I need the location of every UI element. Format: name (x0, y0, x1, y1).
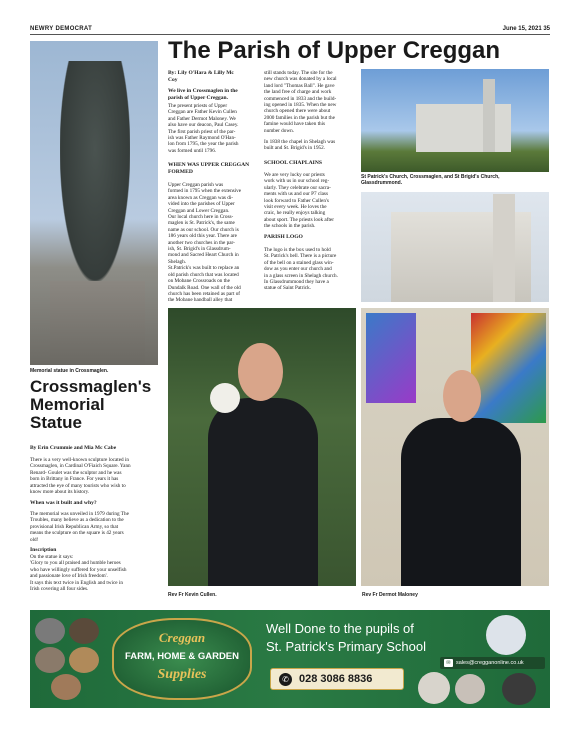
left-para-built: The memorial was unveiled in 1979 during The Troubles, many believe as a dedication to the provisional Irish Republican Army, so that means the sculpture on the square is 42 years old! (30, 511, 129, 543)
church-spire (483, 79, 495, 152)
left-headline-line: Crossmaglen's (30, 377, 152, 396)
advert-thumbnail (51, 674, 81, 700)
statue-caption: Memorial statue in Crossmaglen. (30, 368, 109, 374)
email-icon: ✉ (444, 659, 453, 667)
email-address: sales@cregganonline.co.uk (456, 660, 524, 666)
statue-figure (60, 61, 130, 281)
main-article-title: The Parish of Upper Creggan (168, 37, 501, 64)
left-byline: By Erin Crummie and Mia Mc Cabe (30, 445, 117, 451)
creggan-logo (112, 618, 252, 700)
left-headline-line: Statue (30, 413, 82, 432)
memorial-statue-photo (30, 41, 158, 365)
advert-thumbnail (69, 618, 99, 644)
church-tower (493, 194, 515, 302)
left-headline-line: Memorial (30, 395, 105, 414)
churches-caption: St Patrick's Church, Crossmaglen, and St Brigid's Church, Glassdrummond. (361, 174, 500, 186)
st-brigids-church-photo (361, 192, 549, 302)
advert-thumbnail (35, 647, 65, 673)
logo-line: Creggan (158, 630, 206, 645)
advert-product-photo (486, 615, 526, 655)
phone-number-box[interactable] (270, 668, 404, 690)
email-box[interactable] (440, 657, 545, 669)
date-page-number: June 15, 2021 35 (502, 26, 550, 32)
main-col1-para1: The present priests of Upper Creggan are Father Kevin Cullen and Father Dermot Maloney. We also have our deacon, Paul Casey. The first parish priest of the par- ish was Father Raymond O'Han- lon from 1795, the year the parish was formed until 1796. (168, 103, 239, 154)
advert-product-photo (455, 674, 485, 704)
advert-thumbnail (69, 647, 99, 673)
advert-tagline: Well Done to the pupils of St. Patrick's Primary School (266, 621, 426, 654)
priest2-caption: Rev Fr Dermot Maloney (362, 592, 418, 598)
main-col1-subhead: WHEN WAS UPPER CREGGAN FORMED (168, 162, 250, 175)
left-para-inscription: On the statue it says: 'Glory to you all praised and humble heroes who have willingly suffered for your unselfish and passionate love of Irish freedom'. It says this text twice in English and twice in Irish covering all four sides. (30, 554, 127, 593)
main-col2-para3: We are very lucky our priests work with us in our school reg- ularly. They celebrate our sacra- ments with us and our P7 class look forward to Father Cullen's visit every week. He loves the craic, he really enjoys talking about sport. The priests look after the schools in the parish. (264, 172, 334, 230)
fr-kevin-cullen-photo (168, 308, 356, 586)
stained-glass (366, 313, 416, 403)
logo-line: FARM, HOME & GARDEN (125, 651, 239, 662)
main-lead: We live in Crossmaglen in the parish of Upper Creggan. (168, 88, 238, 101)
priest1-caption: Rev Fr Kevin Cullen. (168, 592, 217, 598)
fr-dermot-maloney-photo (361, 308, 549, 586)
priest-head (238, 343, 283, 401)
advert-thumbnail (35, 618, 65, 644)
main-col2-subhead-logo: PARISH LOGO (264, 234, 303, 240)
phone-icon: ✆ (279, 673, 292, 686)
advert-product-photo (502, 673, 536, 705)
church-building (416, 104, 511, 152)
main-col1-para2: Upper Creggan parish was formed in 1795 when the extensive area known as Creggan was di- vided into the parishes of Upper Creggan and Lower Creggan. Our local church here in Cross- maglen is St. Patrick's, the same name as our school. Our church is 186 years old this year. There are another two churches in the par- ish, St. Brigid's in Glassdrum- mond and Sacred Heart Church in Shelagh. St.Patrick's was built to replace an old parish church that was located on Mobane Crossroads on the Dundalk Road. One wall of the old church has been retained as part of the Mobane handball alley that (168, 182, 242, 304)
priest-figure (208, 398, 318, 586)
phone-number: 028 3086 8836 (299, 673, 373, 685)
priest-head (443, 370, 481, 422)
left-subhead-inscription: Inscription (30, 547, 57, 553)
left-intro: There is a very well-known sculpture located in Crossmaglen, in Cardinal O'Fiaich Square. Yann Renard- Goulet was the sculptor and he was born in Brittany in France. For years it has attracted the eye of many tourists who wish to know more about its history. (30, 457, 131, 496)
st-patricks-church-photo (361, 69, 549, 172)
advert-thumbnails (35, 616, 105, 702)
statue-plinth (50, 281, 145, 365)
advert-product-photo (418, 672, 450, 704)
left-subhead-built: When was it built and why? (30, 500, 97, 506)
main-col2-para1: still stands today. The site for the new church was donated by a local land lord "Thomas Ball". He gave the land free of charge and work commenced in 1833 and the build- ing opened in 1835. When the new church opened there were about 2000 families in the parish but the famine would have taken this number down. (264, 70, 337, 134)
creggan-advert (30, 610, 550, 708)
masthead (30, 25, 550, 35)
left-headline (30, 378, 158, 432)
football (210, 383, 240, 413)
priest-figure (401, 418, 521, 586)
main-byline: By: Lily O'Hara & Lilly Mc Coy (168, 70, 234, 83)
main-col2-para2: In 1838 the chapel in Shelagh was built and St. Brigid's in 1952. (264, 139, 336, 152)
logo-line: Supplies (157, 667, 207, 682)
stained-glass (471, 313, 546, 423)
publication-name: NEWRY DEMOCRAT (30, 26, 93, 32)
main-col2-subhead-chaplains: SCHOOL CHAPLAINS (264, 160, 322, 166)
main-col2-para4: The logo is the box used to hold St. Patrick's bell. There is a picture of the bell on a stained glass win- dow as you enter our church and in a glass screen in Shelagh church. In Glassdrummond they have a statue of Saint Patrick. (264, 247, 338, 292)
